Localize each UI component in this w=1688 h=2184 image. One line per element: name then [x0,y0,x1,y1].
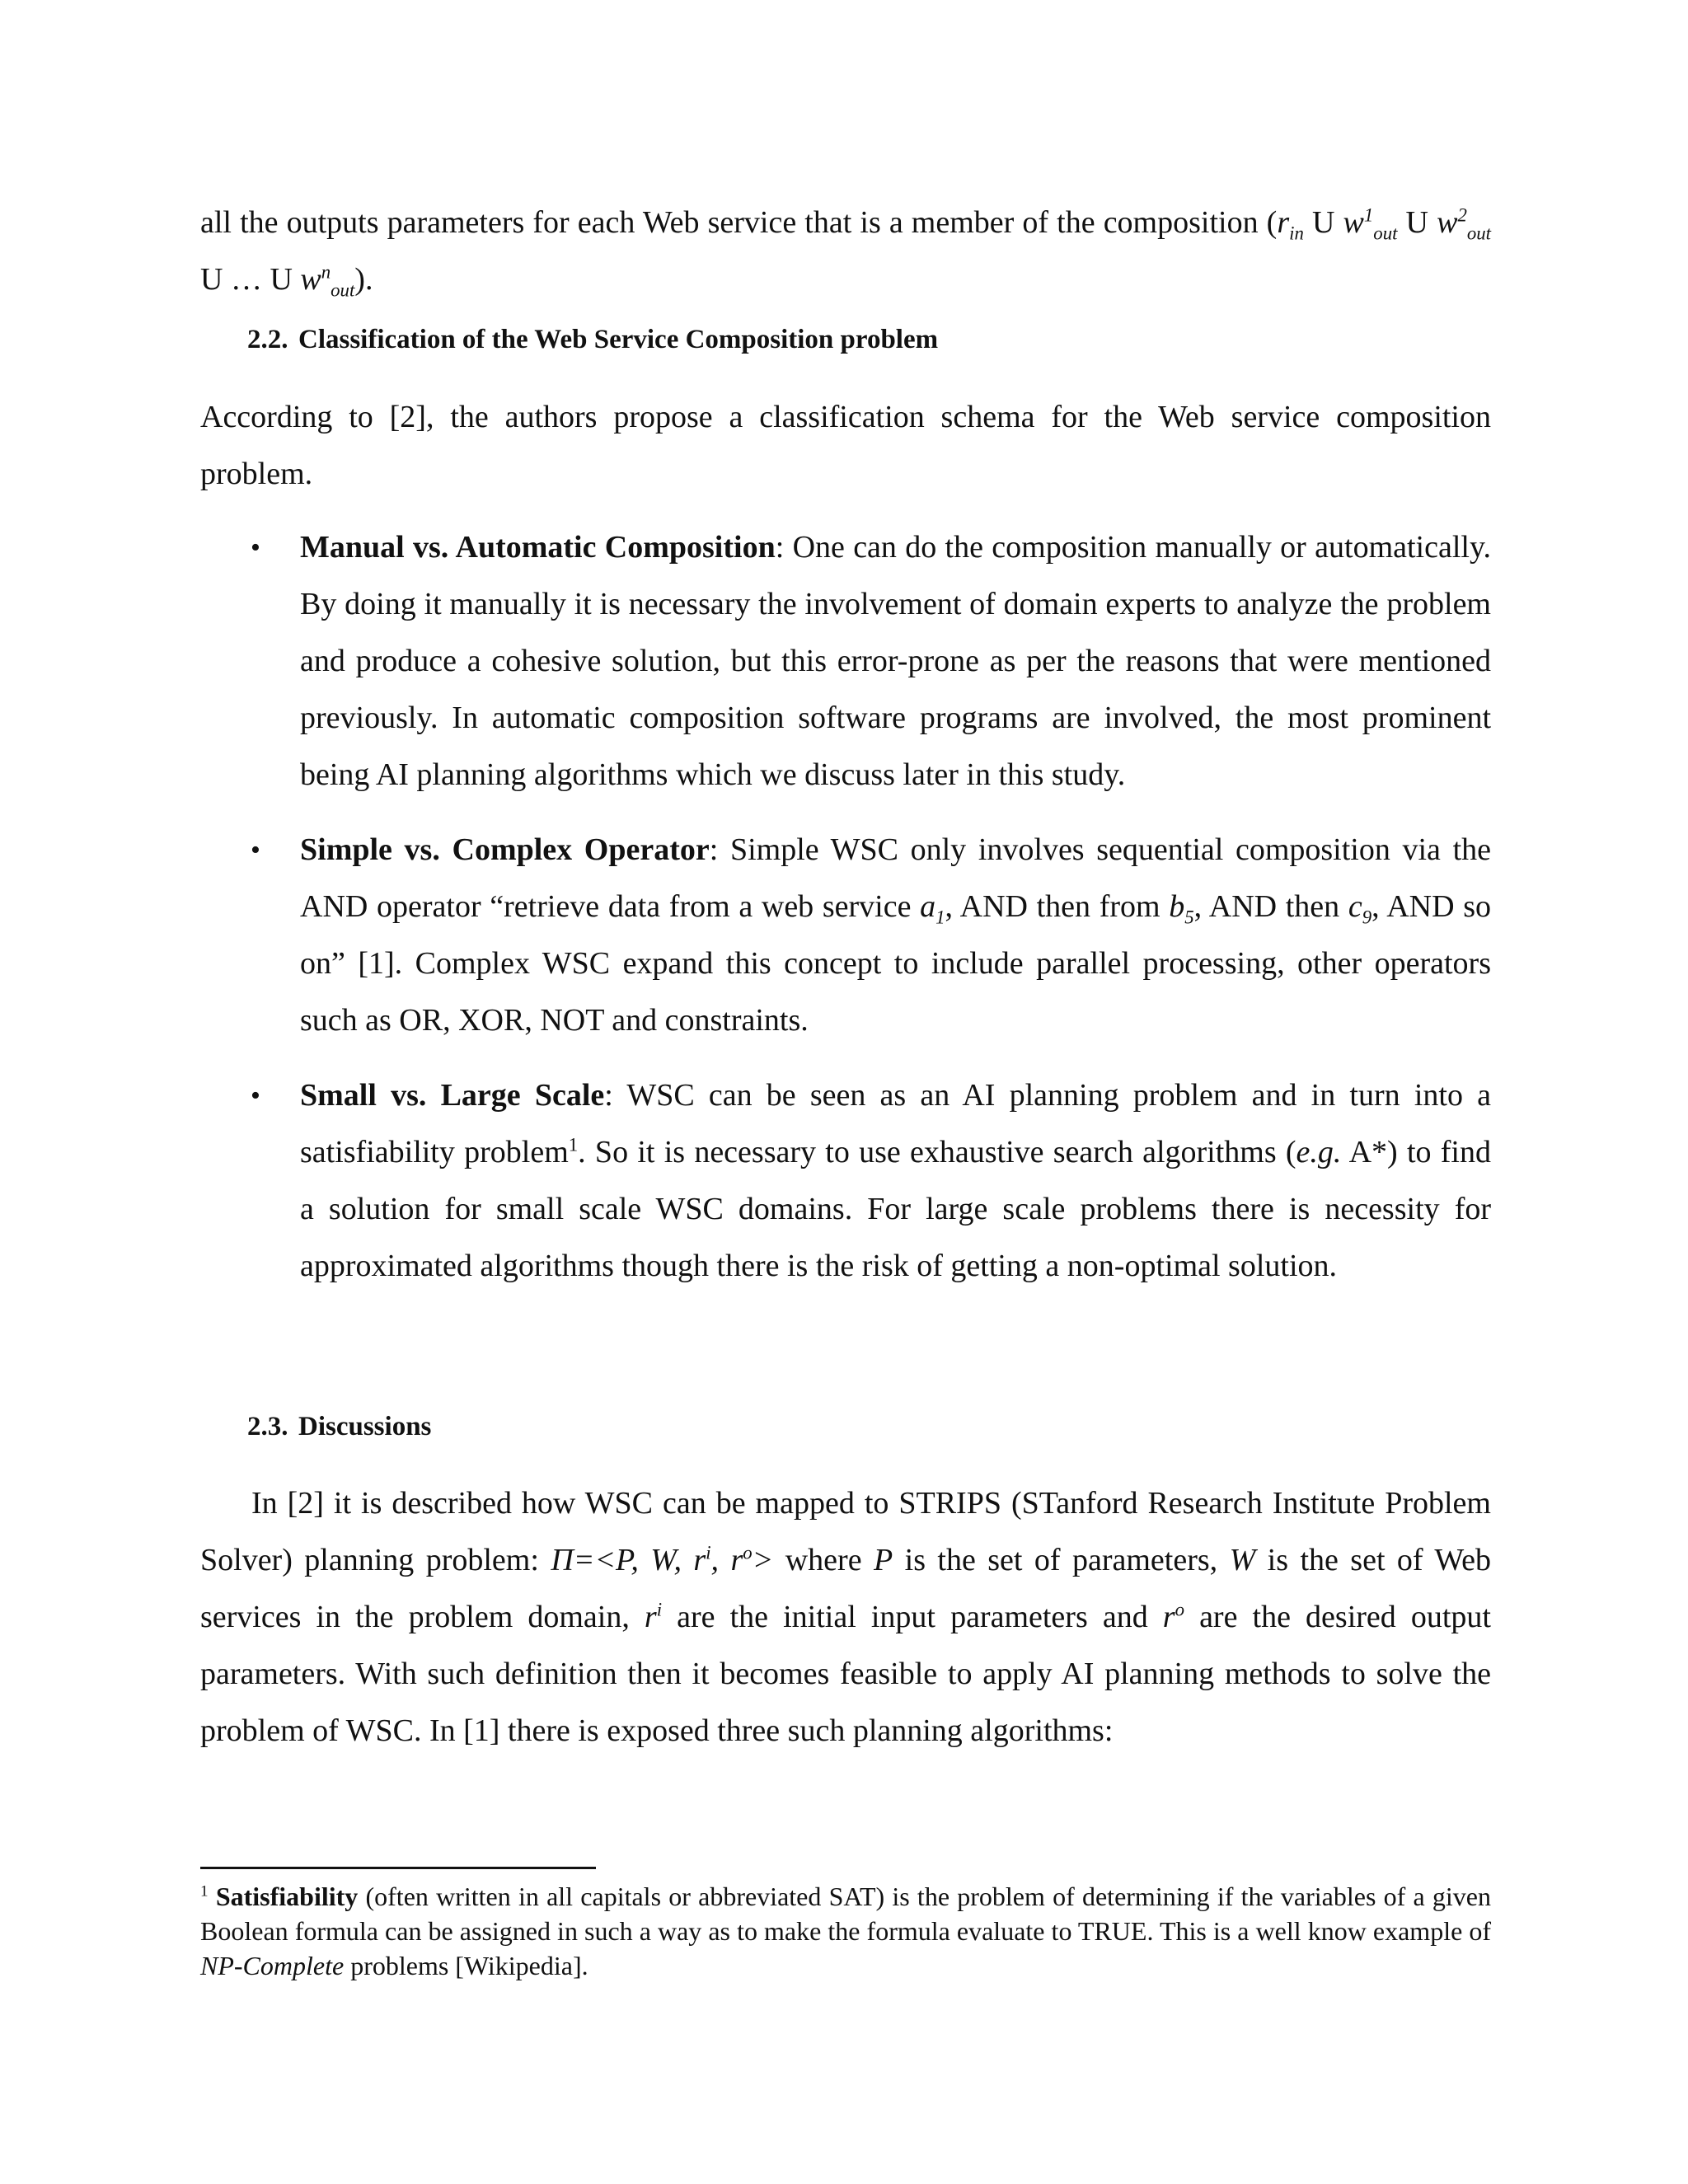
list-item-small-large: • Small vs. Large Scale: WSC can be seen as an AI planning problem and in turn into a satisfiability problem$^1$. So it is necessary to use exhaustive search algorithms (e.g. A*) to find a solution for small scale WSC domains. For large scale problems there is necessity for approximated algorithms though there is the risk of getting a non-optimal solution. [247,1067,1491,1295]
bullet-icon: • [251,835,260,865]
classification-list [247,519,1491,1295]
footnote-divider [200,1867,596,1869]
footnote: $^1$ Satisfiability (often written in all capitals or abbreviated SAT) is the problem of determining if the variables of a given Boolean formula can be assigned in such a way as to make the formula evaluate to TRUE. This is a well know example of NP-Complete problems [Wikipedia]. [200,1882,1492,1980]
discussion-paragraph: In [2] it is described how WSC can be mapped to STRIPS (STanford Research Institute Problem Solver) planning problem: Π=<P, W, $r^i$, $r^o>$ where P is the set of parameters, W is the set of Web services in the problem domain, $r^i$ are the initial input parameters and $r^o$ are the desired output parameters. With such definition then it becomes feasible to apply AI planning methods to solve the problem of WSC. In [1] there is exposed three such planning algorithms: [200,1486,1492,1748]
strips-formula: Π=<P, W, $r^i$, $r^o>$ [551,1542,774,1577]
bullet-icon: • [251,532,260,563]
list-item-manual-automatic: • Manual vs. Automatic Composition: One can do the composition manually or automatically. By doing it manually it is necessary the involvement of domain experts to analyze the problem and produce a cohesive solution, but this error-prone as per the reasons that were mentioned previously. In automatic composition software programs are involved, the most prominent being AI planning algorithms which we discuss later in this study. [247,519,1491,804]
list-item-simple-complex: • Simple vs. Complex Operator: Simple WSC only involves sequential composition via the AND operator “retrieve data from a web service $a_1$, AND then from $b_5$, AND then $c_9$, AND so on” [1]. Complex WSC expand this concept to include parallel processing, other operators such as OR, XOR, NOT and constraints. [247,822,1491,1049]
section-heading-2-3: 2.3. Discussions [247,1412,432,1441]
footnote-mark: 1 [200,1882,209,1900]
classification-paragraph: According to [2], the authors propose a classification schema for the Web service composition problem. [200,400,1491,491]
footnote-reference: 1 [568,1134,579,1155]
bullet-icon: • [251,1080,260,1111]
intro-paragraph: all the outputs parameters for each Web service that is a member of the composition ($r_{in}$ U $w^1_{out}$ U $w^2_{out}$ U … U $w^n_{out}$). [200,204,1491,301]
section-heading-2-2: 2.2. Classification of the Web Service Composition problem [247,325,939,354]
